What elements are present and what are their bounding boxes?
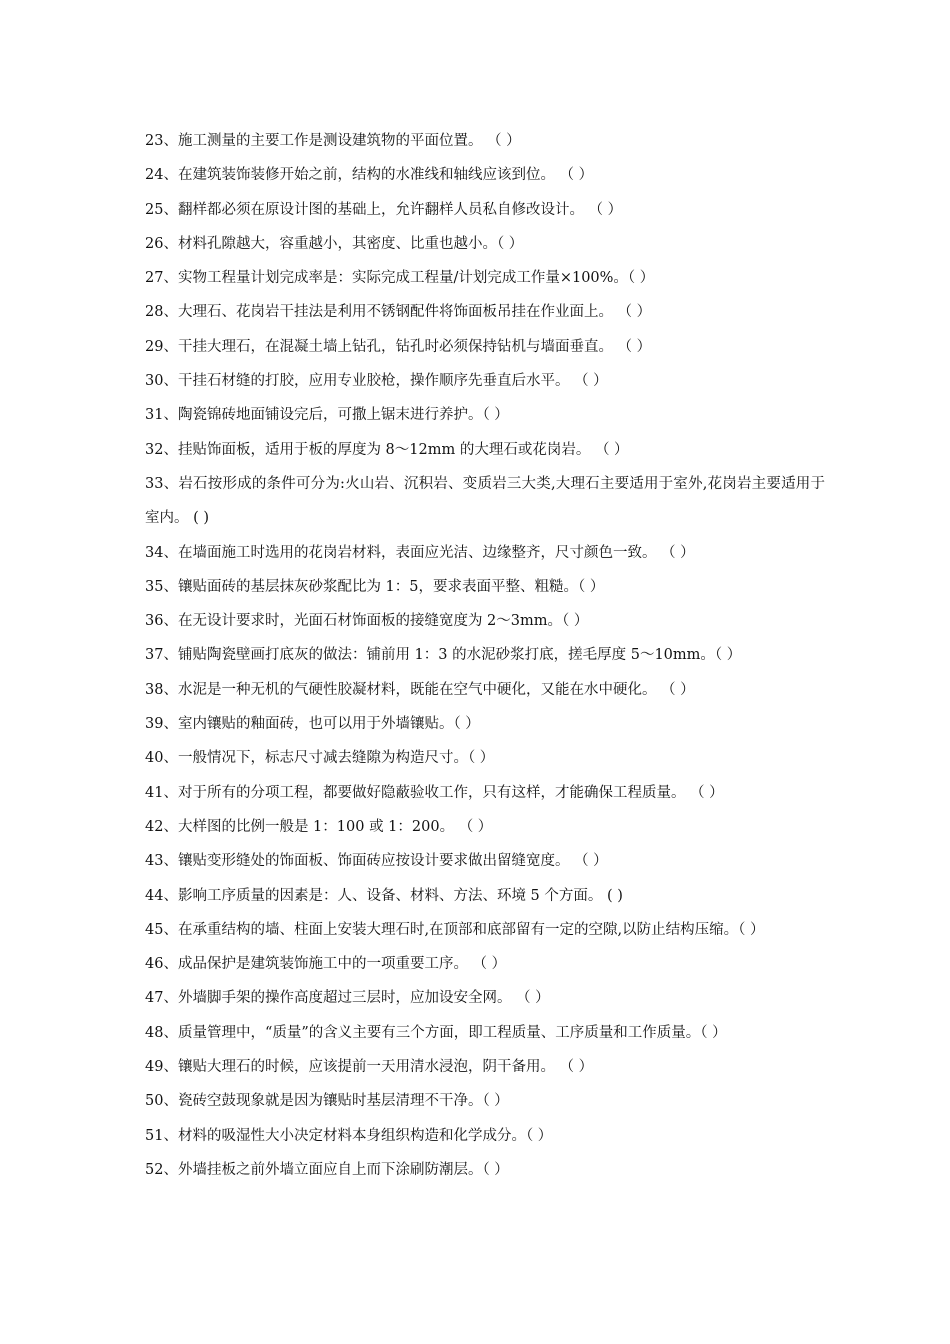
true-false-question-list: [145, 124, 825, 1187]
question-item: 28、大理石、花岗岩干挂法是利用不锈钢配件将饰面板吊挂在作业面上。 （ ）: [145, 304, 652, 321]
question-item: 49、镶贴大理石的时候，应该提前一天用清水浸泡，阴干备用。 （ ）: [145, 1059, 594, 1076]
question-item: 27、实物工程量计划完成率是：实际完成工程量/计划完成工作量×100%。（ ）: [145, 270, 655, 287]
question-item: 43、镶贴变形缝处的饰面板、饰面砖应按设计要求做出留缝宽度。 （ ）: [145, 853, 608, 870]
question-item: 50、瓷砖空鼓现象就是因为镶贴时基层清理不干净。（ ）: [145, 1093, 509, 1110]
question-item: 29、干挂大理石，在混凝土墙上钻孔，钻孔时必须保持钻机与墙面垂直。 （ ）: [145, 338, 652, 355]
question-item: 34、在墙面施工时选用的花岗岩材料，表面应光洁、边缘整齐，尺寸颜色一致。 （ ）: [145, 544, 695, 561]
question-item: 35、镶贴面砖的基层抹灰砂浆配比为 1：5，要求表面平整、粗糙。（ ）: [145, 578, 605, 595]
question-item: 52、外墙挂板之前外墙立面应自上而下涂刷防潮层。（ ）: [145, 1161, 509, 1178]
question-item: 26、材料孔隙越大，容重越小，其密度、比重也越小。（ ）: [145, 235, 524, 252]
question-item: 38、水泥是一种无机的气硬性胶凝材料，既能在空气中硬化，又能在水中硬化。 （ ）: [145, 681, 695, 698]
question-item: 41、对于所有的分项工程，都要做好隐蔽验收工作，只有这样，才能确保工程质量。 （ ）: [145, 784, 724, 801]
question-item: 33、岩石按形成的条件可分为:火山岩、沉积岩、变质岩三大类,大理石主要适用于室外,花岗岩主要适用于室内。 ( ): [145, 475, 825, 527]
question-item: 51、材料的吸湿性大小决定材料本身组织构造和化学成分。（ ）: [145, 1127, 553, 1144]
question-item: 30、干挂石材缝的打胶，应用专业胶枪，操作顺序先垂直后水平。 （ ）: [145, 373, 608, 390]
question-item: 39、室内镶贴的釉面砖，也可以用于外墙镶贴。（ ）: [145, 716, 480, 733]
question-item: 45、在承重结构的墙、柱面上安装大理石时,在顶部和底部留有一定的空隙,以防止结构压缩。（ ）: [145, 921, 765, 938]
question-item: 23、施工测量的主要工作是测设建筑物的平面位置。 （ ）: [145, 133, 521, 149]
question-item: 46、成品保护是建筑装饰施工中的一项重要工序。 （ ）: [145, 956, 507, 973]
question-item: 31、陶瓷锦砖地面铺设完后，可撒上锯末进行养护。（ ）: [145, 407, 509, 424]
question-item: 24、在建筑装饰装修开始之前，结构的水准线和轴线应该到位。 （ ）: [145, 167, 594, 184]
question-item: 37、铺贴陶瓷壁画打底灰的做法：铺前用 1：3 的水泥砂浆打底，搓毛厚度 5～10mm。（ ）: [145, 647, 742, 664]
question-item: 44、影响工序质量的因素是：人、设备、材料、方法、环境 5 个方面。 ( ): [145, 887, 623, 904]
question-item: 40、一般情况下，标志尺寸减去缝隙为构造尺寸。（ ）: [145, 750, 495, 767]
question-item: 42、大样图的比例一般是 1：100 或 1：200。 （ ）: [145, 818, 493, 835]
question-item: 48、质量管理中，“质量”的含义主要有三个方面，即工程质量、工序质量和工作质量。（ ）: [145, 1024, 727, 1041]
question-item: 47、外墙脚手架的操作高度超过三层时，应加设安全网。 （ ）: [145, 990, 550, 1007]
question-item: 25、翻样都必须在原设计图的基础上，允许翻样人员私自修改设计。 （ ）: [145, 201, 623, 218]
question-item: 36、在无设计要求时，光面石材饰面板的接缝宽度为 2～3mm。（ ）: [145, 613, 589, 630]
question-item: 32、挂贴饰面板，适用于板的厚度为 8～12mm 的大理石或花岗岩。 （ ）: [145, 441, 629, 458]
